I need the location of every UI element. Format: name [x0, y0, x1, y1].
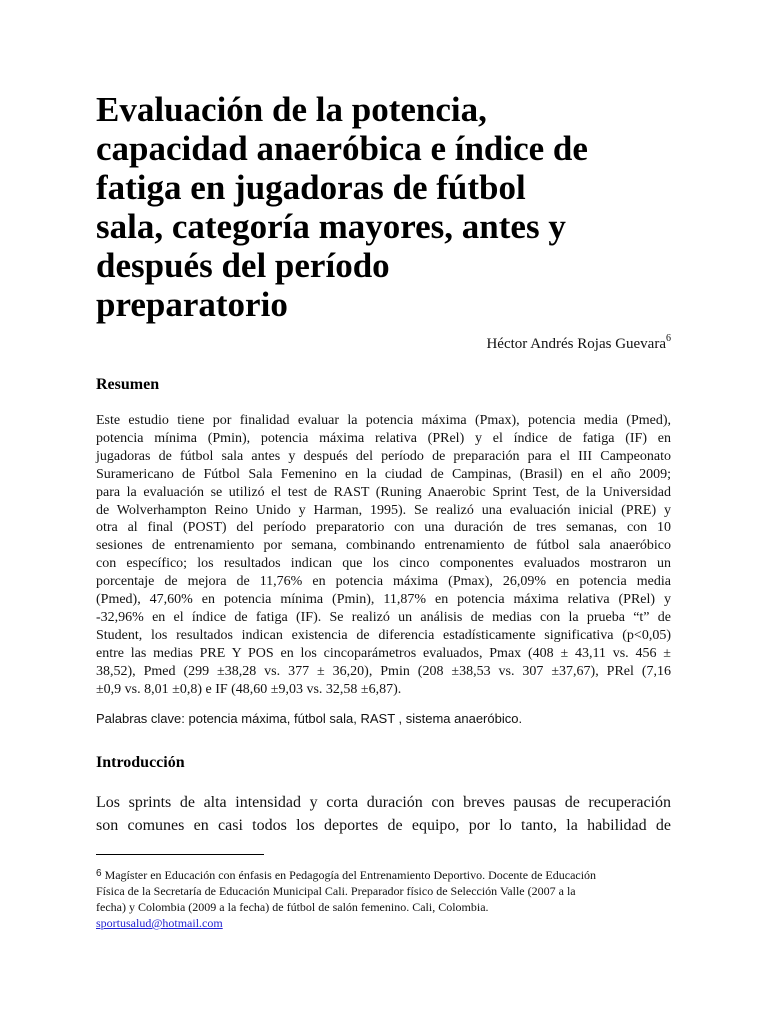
title-line: capacidad anaeróbica e índice de	[96, 129, 588, 168]
paper-title	[96, 90, 696, 324]
footnote-text: Magíster en Educación con énfasis en Pedagogía del Entrenamiento Deportivo. Docente de Educación	[104, 868, 597, 882]
footnote-marker: 6	[96, 868, 102, 879]
abstract-body	[96, 412, 671, 699]
introduction-body	[96, 791, 671, 837]
title-line: sala, categoría mayores, antes y	[96, 207, 566, 246]
title-line: Evaluación de la potencia,	[96, 90, 487, 129]
abstract-line: (Pmed), 47,60% en potencia mínima (Pmin), 11,87% en potencia máxima relativa (PRel) y	[96, 592, 671, 608]
abstract-line: Este estudio tiene por finalidad evaluar la potencia máxima (Pmax), potencia media (Pmed),	[96, 413, 671, 428]
abstract-line: con específico; los resultados indican que los cinco componentes evaluados mostraron un	[96, 556, 671, 572]
author-name: Héctor Andrés Rojas Guevara	[486, 336, 666, 352]
abstract-line: de Wolverhampton Reino Unido y Harman, 1995). Se realizó una evaluación inicial (PRE) y	[96, 502, 671, 518]
abstract-heading: Resumen	[96, 376, 160, 393]
footnote-separator	[96, 854, 264, 855]
abstract-line: Suramericano de Fútbol Sala Femenino en la ciudad de Campinas, (Brasil) en el año 2009;	[96, 466, 671, 482]
introduction-line: son comunes en casi todos los deportes de equipo, por lo tanto, la habilidad de	[96, 817, 671, 834]
footnote-line: fecha) y Colombia (2009 a la fecha) de fútbol de salón femenino. Cali, Colombia.	[96, 900, 489, 914]
keywords: Palabras clave: potencia máxima, fútbol sala, RAST , sistema anaeróbico.	[96, 711, 523, 726]
abstract-line: entre las medias PRE Y POS en los cincoparámetros evaluados, Pmax (408 ± 43,11 vs. 456 ±	[96, 645, 671, 661]
author-footnote-marker[interactable]: 6	[666, 333, 671, 344]
author-byline	[486, 333, 671, 353]
title-line: preparatorio	[96, 285, 288, 324]
abstract-line: porcentaje de mejora de 11,76% en potencia máxima (Pmax), 26,09% en potencia media	[96, 574, 671, 590]
footnote-line: Física de la Secretaría de Educación Municipal Cali. Preparador físico de Selección Valle (2007 a la	[96, 884, 576, 898]
abstract-line: otra al final (POST) del período preparatorio con una duración de tres semanas, con 10	[96, 520, 671, 536]
abstract-line: Student, los resultados indican existencia de diferencia estadísticamente significativa (p<0,05)	[96, 627, 671, 643]
abstract-line: 38,52), Pmed (299 ±38,28 vs. 377 ± 36,20), Pmin (208 ±38,53 vs. 307 ±37,67), PRel (7,16	[96, 663, 671, 679]
footnote-line	[96, 867, 656, 883]
abstract-line: ±0,9 vs. 8,01 ±0,8) e IF (48,60 ±9,03 vs. 32,58 ±6,87).	[96, 681, 402, 697]
title-line: fatiga en jugadoras de fútbol	[96, 168, 526, 207]
abstract-line: potencia mínima (Pmin), potencia máxima relativa (PRel) y el índice de fatiga (IF) en	[96, 430, 671, 446]
introduction-heading: Introducción	[96, 754, 185, 771]
abstract-line: jugadoras de fútbol sala antes y después del período de preparación para el III Campeonato	[96, 448, 671, 464]
abstract-line: -32,96% en el índice de fatiga (IF). Se realizó un análisis de medias con la prueba “t” de	[96, 609, 671, 625]
introduction-line: Los sprints de alta intensidad y corta duración con breves pausas de recuperación	[96, 794, 671, 811]
footnote	[96, 867, 656, 931]
abstract-line: sesiones de entrenamiento por semana, combinando entrenamiento de fútbol sala anaeróbico	[96, 538, 671, 554]
author-email-link[interactable]: sportusalud@hotmail.com	[96, 916, 223, 930]
title-line: después del período	[96, 246, 390, 285]
abstract-line: para la evaluación se utilizó el test de RAST (Runing Anaerobic Sprint Test, de la Universidad	[96, 484, 671, 500]
